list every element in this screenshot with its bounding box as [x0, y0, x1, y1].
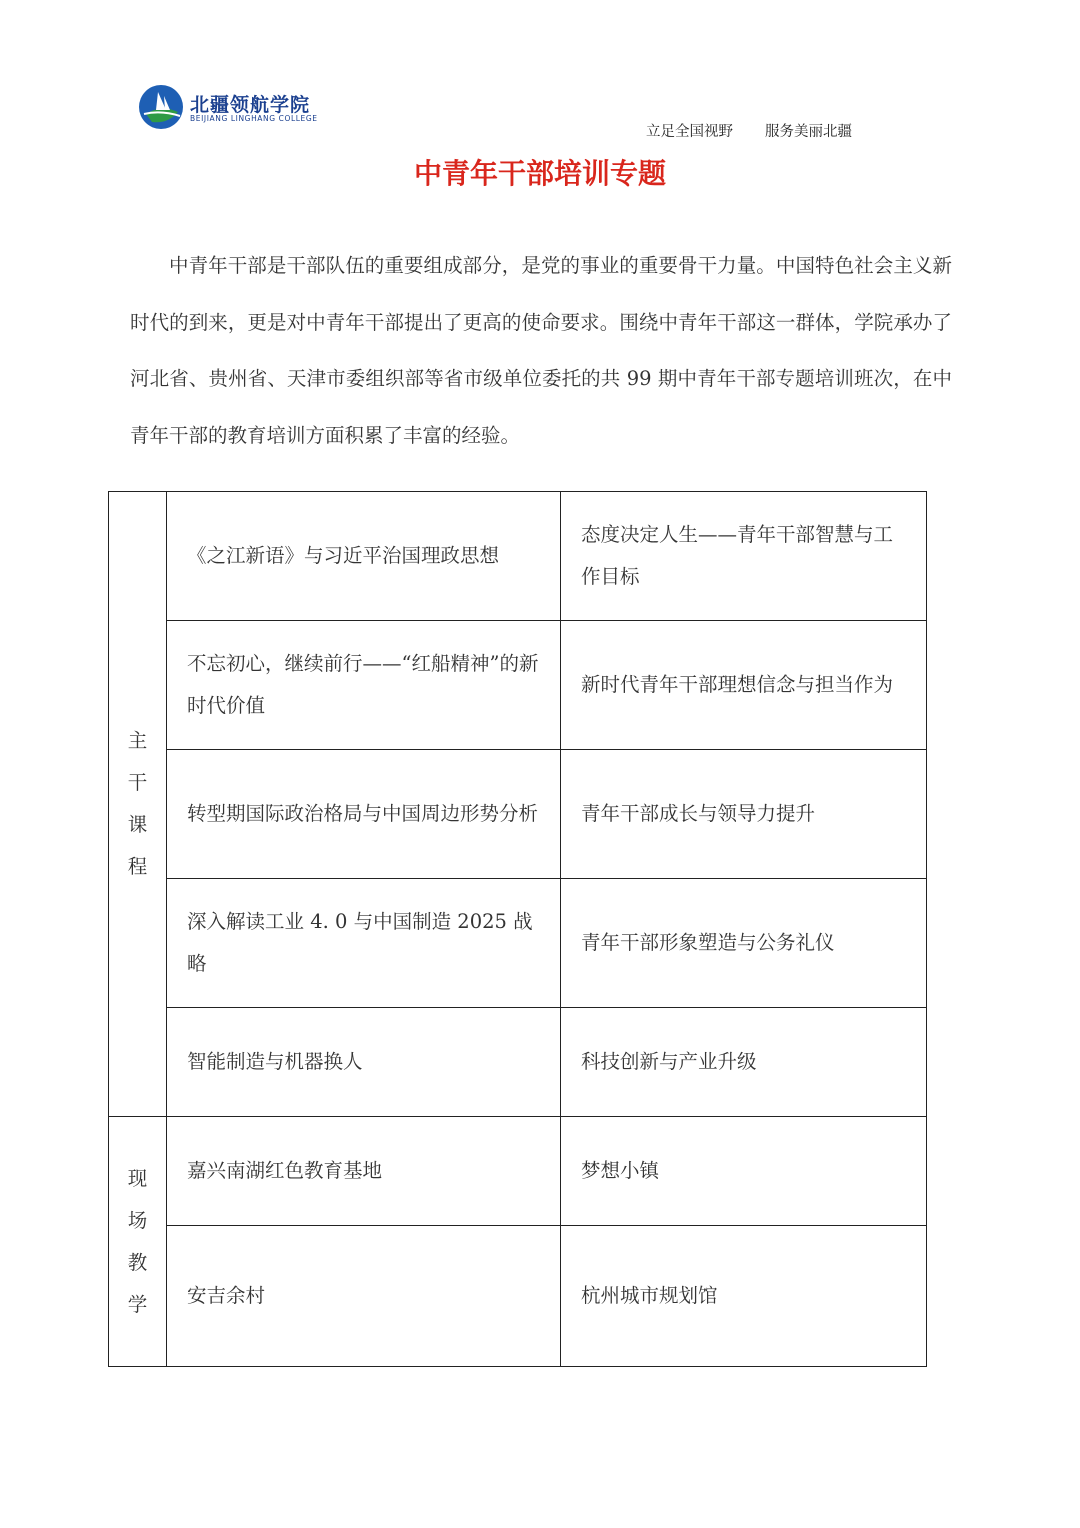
table-row — [109, 621, 927, 750]
table-row — [109, 879, 927, 1008]
course-cell: 青年干部形象塑造与公务礼仪 — [561, 879, 927, 1008]
table-row — [109, 1226, 927, 1367]
college-logo — [138, 84, 338, 134]
slogan-left: 立足全国视野 — [646, 124, 733, 140]
course-cell: 转型期国际政治格局与中国周边形势分析 — [167, 750, 561, 879]
logo-english-name: BEIJIANG LINGHANG COLLEGE — [190, 114, 318, 123]
site-cell: 杭州城市规划馆 — [561, 1226, 927, 1367]
field-teaching-category — [109, 1117, 167, 1367]
table-row — [109, 492, 927, 621]
course-cell: 智能制造与机器换人 — [167, 1008, 561, 1117]
slogan-right: 服务美丽北疆 — [765, 124, 852, 140]
table-row — [109, 1008, 927, 1117]
course-cell: 科技创新与产业升级 — [561, 1008, 927, 1117]
site-cell: 嘉兴南湖红色教育基地 — [167, 1117, 561, 1226]
header-slogan — [646, 120, 852, 141]
logo-chinese-name: 北疆领航学院 — [190, 94, 311, 116]
sail-wave-logo-icon — [138, 84, 184, 130]
main-courses-category — [109, 492, 167, 1117]
course-cell: 深入解读工业 4. 0 与中国制造 2025 战略 — [167, 879, 561, 1008]
page-title: 中青年干部培训专题 — [413, 157, 666, 190]
main-courses-label: 主干课程 — [127, 729, 148, 878]
field-teaching-label: 现场教学 — [127, 1166, 148, 1316]
site-cell: 安吉余村 — [167, 1226, 561, 1367]
site-cell: 梦想小镇 — [561, 1117, 927, 1226]
course-table — [108, 491, 927, 1367]
course-cell: 新时代青年干部理想信念与担当作为 — [561, 621, 927, 750]
course-cell: 《之江新语》与习近平治国理政思想 — [167, 492, 561, 621]
course-cell: 青年干部成长与领导力提升 — [561, 750, 927, 879]
table-row — [109, 1117, 927, 1226]
table-row — [109, 750, 927, 879]
intro-paragraph: 中青年干部是干部队伍的重要组成部分，是党的事业的重要骨干力量。中国特色社会主义新时代的到来，更是对中青年干部提出了更高的使命要求。围绕中青年干部这一群体，学院承办了河北省、贵州省、天津市委组织部等省市级单位委托的共 99 期中青年干部专题培训班次，在中青年干部的教育培训方面积累了丰富的经验。 — [130, 254, 952, 447]
course-cell: 态度决定人生——青年干部智慧与工作目标 — [561, 492, 927, 621]
course-cell: 不忘初心，继续前行——“红船精神”的新时代价值 — [167, 621, 561, 750]
